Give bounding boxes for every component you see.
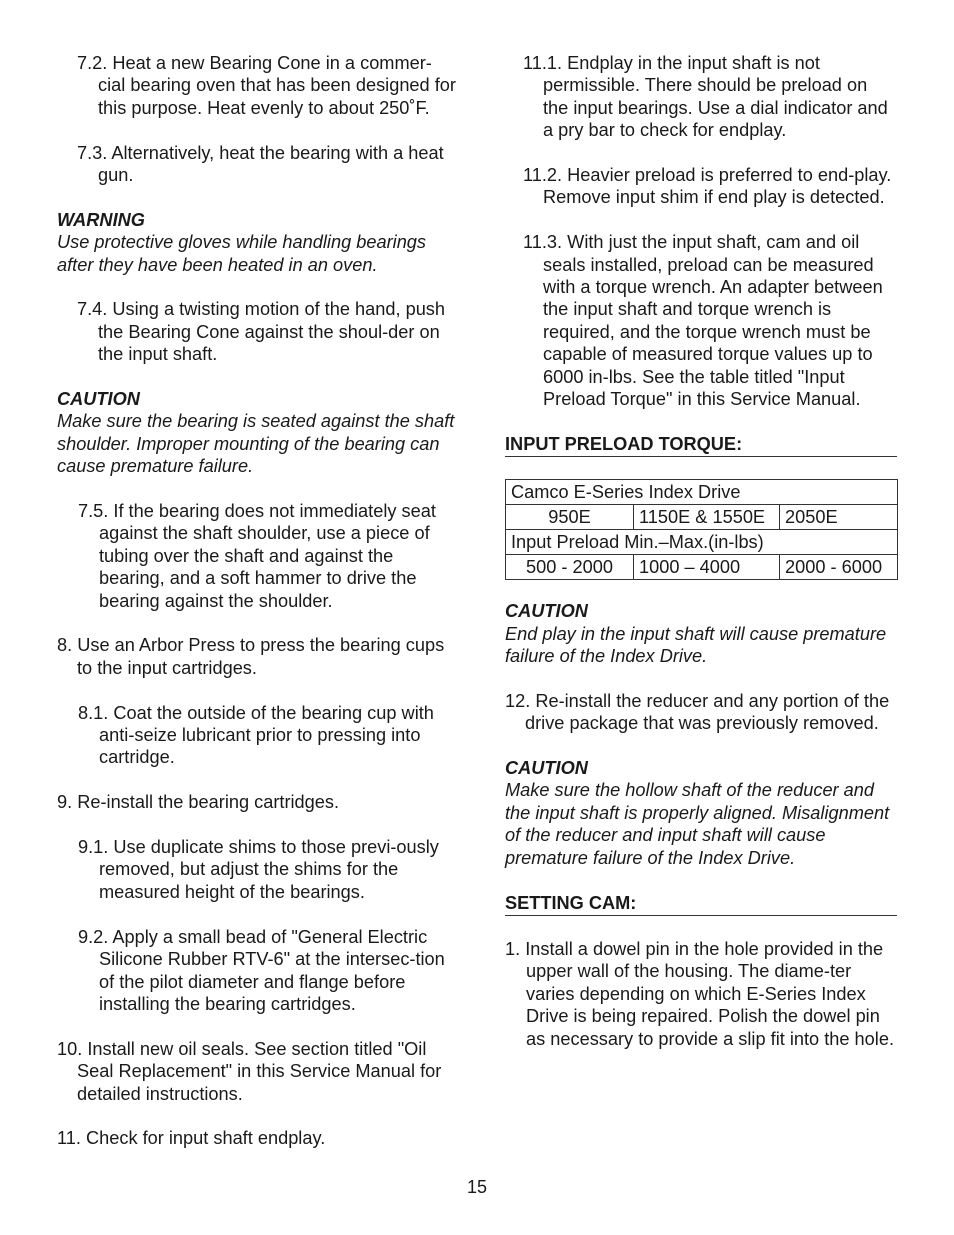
input-preload-torque-heading: INPUT PRELOAD TORQUE: — [505, 433, 897, 457]
caution-label-1: CAUTION — [57, 389, 140, 410]
value-cell: 500 - 2000 — [506, 555, 634, 580]
caution-text-3: Make sure the hollow shaft of the reducer and the input shaft is properly aligned. Misalignment of the reducer and input shaft will cause premature failure of the Index Drive. — [505, 780, 890, 868]
step-8-1: 8.1. Coat the outside of the bearing cup with anti-seize lubricant prior to pressing into cartridge. — [78, 702, 434, 768]
step-7-2: 7.2. Heat a new Bearing Cone in a commer-cial bearing oven that has been designed for this purpose. Heat evenly to about 250˚F. — [77, 53, 456, 118]
model-cell: 1150E & 1550E — [634, 505, 780, 530]
step-11: 11. Check for input shaft endplay. — [57, 1128, 326, 1149]
model-cell: 950E — [506, 505, 634, 530]
step-9-1: 9.1. Use duplicate shims to those previ-ously removed, but adjust the shims for the measured height of the bearings. — [78, 837, 439, 902]
warning-text: Use protective gloves while handling bearings after they have been heated in an oven. — [57, 232, 427, 275]
step-11-1: 11.1. Endplay in the input shaft is not permissible. There should be preload on the input bearings. Use a dial indicator and a pry bar to check for endplay. — [523, 53, 888, 141]
caution-label-3: CAUTION — [505, 758, 588, 779]
caution-text-2: End play in the input shaft will cause premature failure of the Index Drive. — [505, 623, 887, 667]
table-title-cell: Camco E-Series Index Drive — [506, 480, 898, 505]
input-preload-torque-table — [505, 479, 898, 580]
value-cell: 2000 - 6000 — [780, 555, 898, 580]
step-7-5: 7.5. If the bearing does not immediately seat against the shaft shoulder, use a piece of tubing over the shaft and against the bearing, and a soft hammer to drive the bearing against the shoulder. — [78, 501, 436, 611]
step-9: 9. Re-install the bearing cartridges. — [57, 792, 340, 813]
caution-text-1: Make sure the bearing is seated against the shaft shoulder. Improper mounting of the bearing can cause premature failure. — [57, 411, 455, 477]
setting-cam-step-1: 1. Install a dowel pin in the hole provided in the upper wall of the housing. The diame-ter varies depending on which E-Series Index Drive is being repaired. Polish the dowel pin as necessary to provide a slip fit into the hole. — [505, 938, 894, 1049]
left-column — [57, 52, 457, 1172]
step-11-3: 11.3. With just the input shaft, cam and oil seals installed, preload can be measured with a torque wrench. An adapter between the input shaft and torque wrench is required, and the torque wrench must be capable of measured torque values up to 6000 in-lbs. See the table titled "Input Preload Torque" in this Service Manual. — [523, 232, 883, 410]
page-number: 15 — [466, 1177, 488, 1197]
table-row — [506, 480, 898, 505]
model-cell: 2050E — [780, 505, 898, 530]
warning-label: WARNING — [57, 209, 145, 230]
value-cell: 1000 – 4000 — [634, 555, 780, 580]
table-row — [506, 505, 898, 530]
row-label-cell: Input Preload Min.–Max.(in-lbs) — [506, 530, 898, 555]
step-9-2: 9.2. Apply a small bead of "General Electric Silicone Rubber RTV-6" at the intersec-tion of the pilot diameter and flange before installing the bearing cartridges. — [78, 926, 445, 1014]
step-7-3: 7.3. Alternatively, heat the bearing with a heat gun. — [77, 142, 444, 186]
step-11-2: 11.2. Heavier preload is preferred to end-play. Remove input shim if end play is detected. — [523, 165, 892, 208]
step-12: 12. Re-install the reducer and any portion of the drive package that was previously removed. — [505, 690, 890, 734]
step-10: 10. Install new oil seals. See section titled "Oil Seal Replacement" in this Service Manual for detailed instructions. — [57, 1038, 442, 1104]
step-7-4: 7.4. Using a twisting motion of the hand, push the Bearing Cone against the shoul-der on the input shaft. — [77, 299, 446, 365]
table-row — [506, 555, 898, 580]
step-8: 8. Use an Arbor Press to press the bearing cups to the input cartridges. — [57, 635, 445, 678]
setting-cam-heading: SETTING CAM: — [505, 892, 897, 916]
caution-label-2: CAUTION — [505, 601, 588, 622]
right-column — [505, 52, 897, 1072]
table-row — [506, 530, 898, 555]
